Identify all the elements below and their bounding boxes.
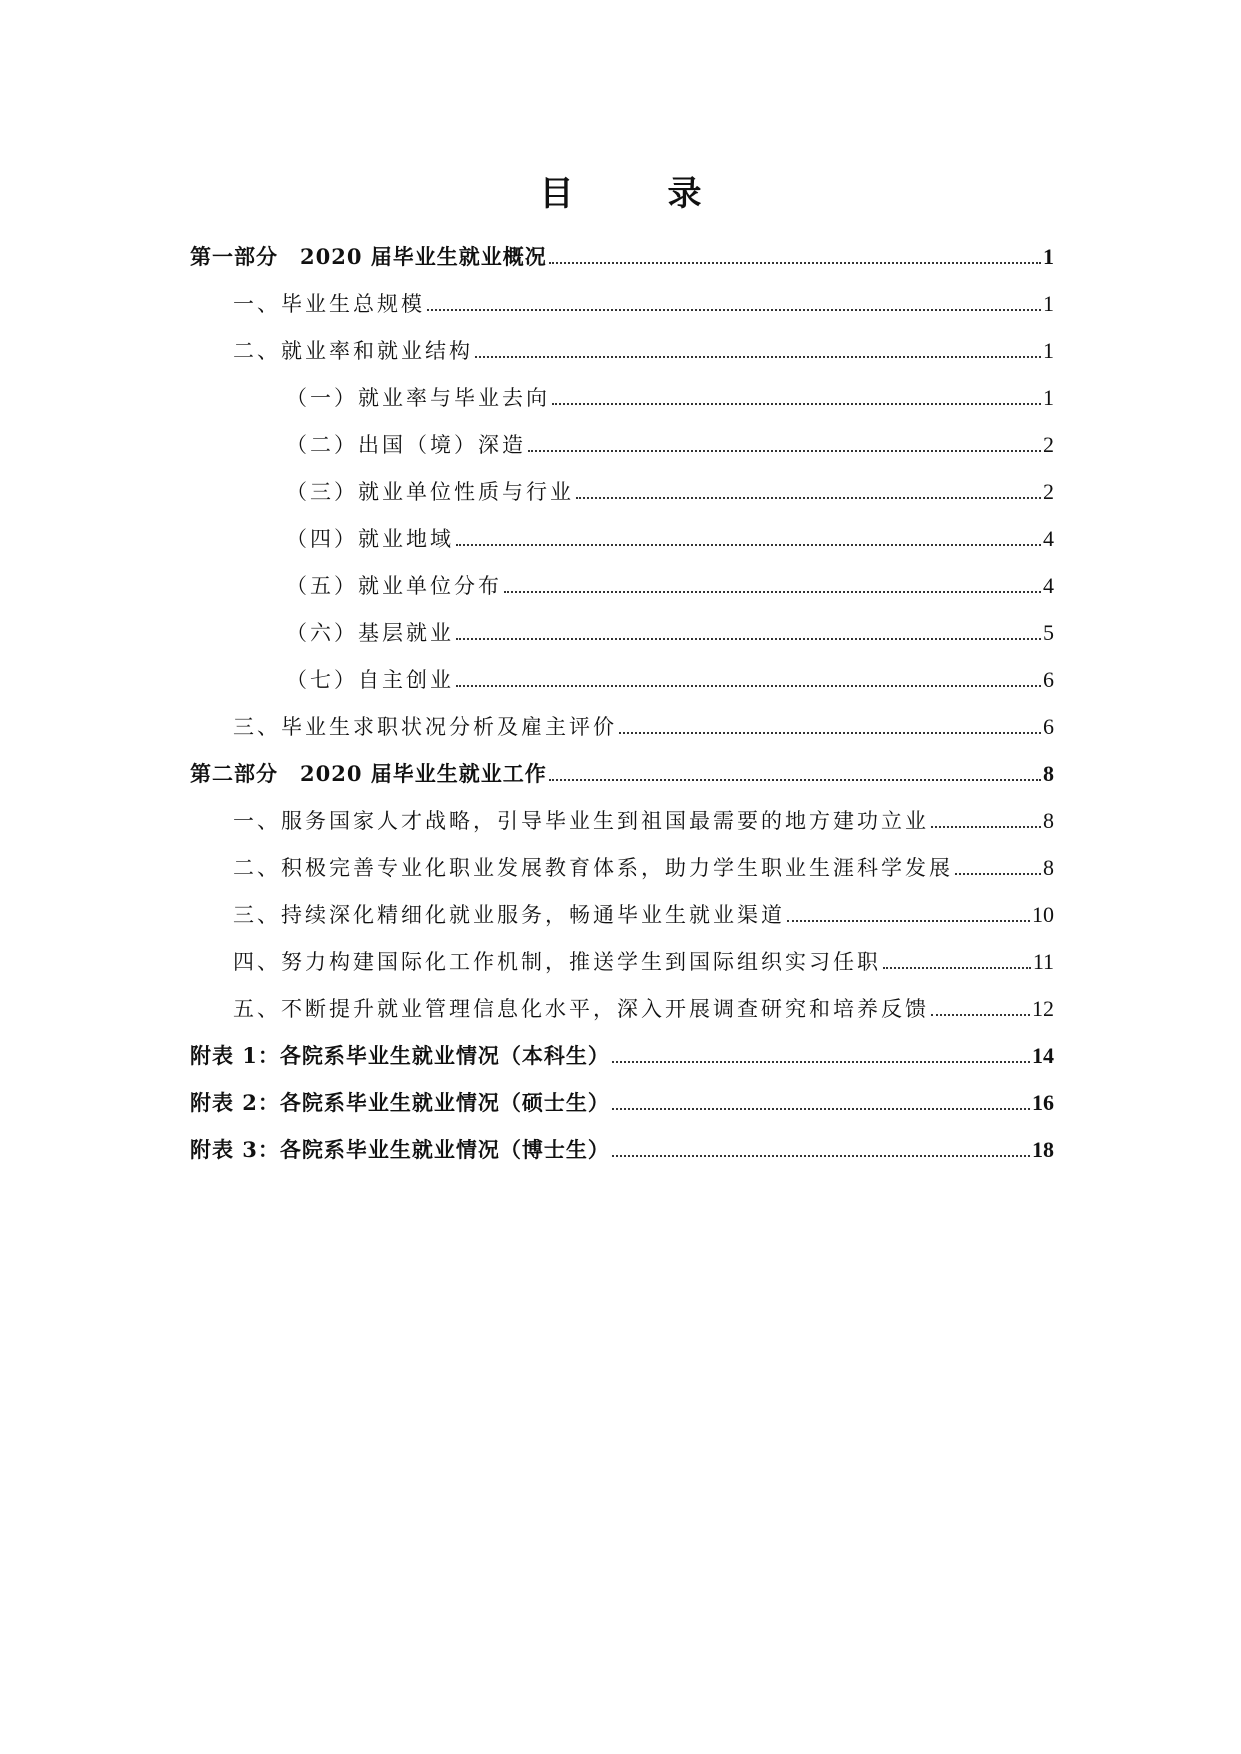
toc-page-number: 10: [1032, 902, 1054, 927]
toc-leader-dots: [528, 450, 1041, 452]
toc-entry[interactable]: [190, 471, 1054, 507]
toc-entry[interactable]: [190, 659, 1054, 695]
toc-entry-appendix-1[interactable]: [190, 1035, 1054, 1071]
toc-entry-label: （六）基层就业: [286, 621, 454, 645]
toc-entry-appendix-3[interactable]: [190, 1129, 1054, 1165]
toc-entry-label: 二、积极完善专业化职业发展教育体系，助力学生职业生涯科学发展: [233, 856, 953, 880]
toc-leader-dots: [549, 779, 1041, 781]
toc-entry-label: 四、努力构建国际化工作机制，推送学生到国际组织实习任职: [233, 950, 881, 974]
toc-leader-dots: [612, 1061, 1030, 1063]
toc-page-number: 4: [1043, 573, 1054, 598]
toc-leader-dots: [612, 1155, 1030, 1157]
toc-page-number: 11: [1032, 949, 1054, 974]
toc-page-number: 6: [1043, 714, 1054, 739]
toc-page-number: 2: [1043, 479, 1054, 504]
toc-entry[interactable]: [190, 518, 1054, 554]
toc-entry[interactable]: [190, 988, 1054, 1024]
toc-entry-label: 三、毕业生求职状况分析及雇主评价: [233, 715, 617, 739]
toc-page-number: 2: [1043, 432, 1054, 457]
toc-entry-label: 附表 1：各院系毕业生就业情况（本科生）: [190, 1043, 610, 1068]
toc-page-number: 1: [1043, 338, 1054, 363]
toc-page-number: 8: [1043, 808, 1054, 833]
toc-entry[interactable]: [190, 565, 1054, 601]
toc-entry-part-2[interactable]: [190, 753, 1054, 789]
toc-page-number: 14: [1032, 1043, 1054, 1068]
toc-leader-dots: [931, 826, 1041, 828]
toc-page-number: 1: [1043, 291, 1054, 316]
toc-leader-dots: [883, 967, 1031, 969]
toc-entry[interactable]: [190, 894, 1054, 930]
toc-entry-label: 五、不断提升就业管理信息化水平，深入开展调查研究和培养反馈: [233, 997, 929, 1021]
toc-leader-dots: [475, 356, 1041, 358]
toc-entry-label: 第二部分 2020 届毕业生就业工作: [190, 761, 547, 786]
toc-entry-label: 一、服务国家人才战略，引导毕业生到祖国最需要的地方建功立业: [233, 809, 929, 833]
toc-entry-label: （七）自主创业: [286, 668, 454, 692]
toc-entry[interactable]: [190, 377, 1054, 413]
toc-page-number: 1: [1043, 244, 1054, 269]
toc-leader-dots: [456, 638, 1041, 640]
toc-entry-label: （五）就业单位分布: [286, 574, 502, 598]
toc-entry-label: 二、就业率和就业结构: [233, 339, 473, 363]
toc-entry-label: 附表 2：各院系毕业生就业情况（硕士生）: [190, 1090, 610, 1115]
toc-leader-dots: [456, 685, 1041, 687]
toc-leader-dots: [549, 262, 1041, 264]
toc-page-number: 6: [1043, 667, 1054, 692]
toc-entry[interactable]: [190, 424, 1054, 460]
toc-page-number: 5: [1043, 620, 1054, 645]
toc-page-number: 18: [1032, 1137, 1054, 1162]
toc-leader-dots: [552, 403, 1041, 405]
page-title: 目 录: [539, 174, 732, 214]
toc-entry-label: （一）就业率与毕业去向: [286, 386, 550, 410]
toc-entry[interactable]: [190, 941, 1054, 977]
toc-page-number: 4: [1043, 526, 1054, 551]
toc-leader-dots: [456, 544, 1041, 546]
toc-entry-label: （四）就业地域: [286, 527, 454, 551]
toc-leader-dots: [787, 920, 1030, 922]
toc-entry[interactable]: [190, 706, 1054, 742]
toc-entry[interactable]: [190, 612, 1054, 648]
toc-entry-label: （二）出国（境）深造: [286, 433, 526, 457]
toc-entry[interactable]: [190, 800, 1054, 836]
toc-page-number: 1: [1043, 385, 1054, 410]
toc-page-number: 12: [1032, 996, 1054, 1021]
toc-entry[interactable]: [190, 847, 1054, 883]
toc-entry-label: 一、毕业生总规模: [233, 292, 425, 316]
toc-entry-label: 三、持续深化精细化就业服务，畅通毕业生就业渠道: [233, 903, 785, 927]
toc-leader-dots: [619, 732, 1041, 734]
toc-entry-label: 第一部分 2020 届毕业生就业概况: [190, 244, 547, 269]
toc-entry-label: （三）就业单位性质与行业: [286, 480, 574, 504]
toc-leader-dots: [955, 873, 1041, 875]
toc-entry-label: 附表 3：各院系毕业生就业情况（博士生）: [190, 1137, 610, 1162]
toc-leader-dots: [427, 309, 1041, 311]
toc-page-number: 8: [1043, 855, 1054, 880]
toc-entry[interactable]: [190, 330, 1054, 366]
toc-leader-dots: [504, 591, 1041, 593]
toc-entry[interactable]: [190, 283, 1054, 319]
toc-page-number: 8: [1043, 761, 1054, 786]
toc-leader-dots: [612, 1108, 1030, 1110]
toc-entry-appendix-2[interactable]: [190, 1082, 1054, 1118]
toc-entry-part-1[interactable]: [190, 236, 1054, 272]
toc-page-number: 16: [1032, 1090, 1054, 1115]
toc-leader-dots: [576, 497, 1041, 499]
toc-leader-dots: [931, 1014, 1030, 1016]
